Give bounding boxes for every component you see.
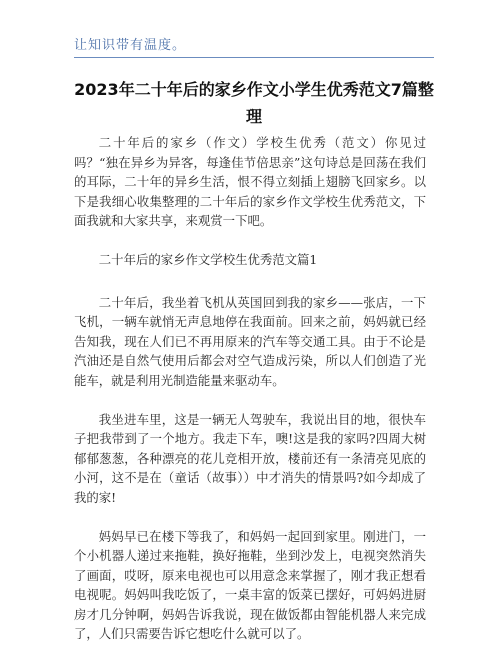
document-title: 2023年二十年后的家乡作文小学生优秀范文7篇整理 — [74, 80, 434, 126]
header-slogan: 让知识带有温度。 — [74, 38, 187, 53]
body-paragraph: 二十年后，我坐着飞机从英国回到我的家乡——张店，一下飞机，一辆车就悄无声息地停在我面前。回来之前，妈妈就已经告知我，现在人们已不再用原来的汽车等交通工具。由于不论是汽油还是自然气使用后都会对空气造成污染，所以人们创造了光能车，就是利用光制造能量来驱动车。 — [74, 294, 426, 388]
page-header — [0, 0, 500, 62]
body-paragraph: 妈妈早已在楼下等我了，和妈妈一起回到家里。刚进门，一个小机器人递过来拖鞋，换好拖鞋，坐到沙发上，电视突然消失了画面，哎呀，原来电视也可以用意念来掌握了，刚才我正想看电视呢。妈妈叫我吃饭了，一桌丰富的饭菜已摆好，可妈妈进厨房才几分钟啊，妈妈告诉我说，现在做饭都由智能机器人来完成了，人们只需要告诉它想吃什么就可以了。 — [74, 528, 426, 642]
header-divider — [74, 57, 434, 58]
document-body — [74, 133, 426, 663]
intro-paragraph: 二十年后的家乡（作文）学校生优秀（范文）你见过吗？“独在异乡为异客，每逢佳节倍思亲”这句诗总是回荡在我们的耳际，二十年的异乡生活，恨不得立刻插上翅膀飞回家乡。以下是我细心收集整理的二十年后的家乡作文学校生优秀范文，下面我就和大家共享，来观赏一下吧。 — [74, 135, 426, 229]
section-heading: 二十年后的家乡作文学校生优秀范文篇1 — [98, 251, 318, 267]
body-paragraph: 我坐进车里，这是一辆无人驾驶车，我说出目的地，很快车子把我带到了一个地方。我走下车，噢!这是我的家吗?四周大树郁郁葱葱，各种漂亮的花儿竞相开放，楼前还有一条清亮见底的小河，这不是在（童话（故事））中才消失的情景吗?如今却成了我的家! — [74, 411, 426, 505]
